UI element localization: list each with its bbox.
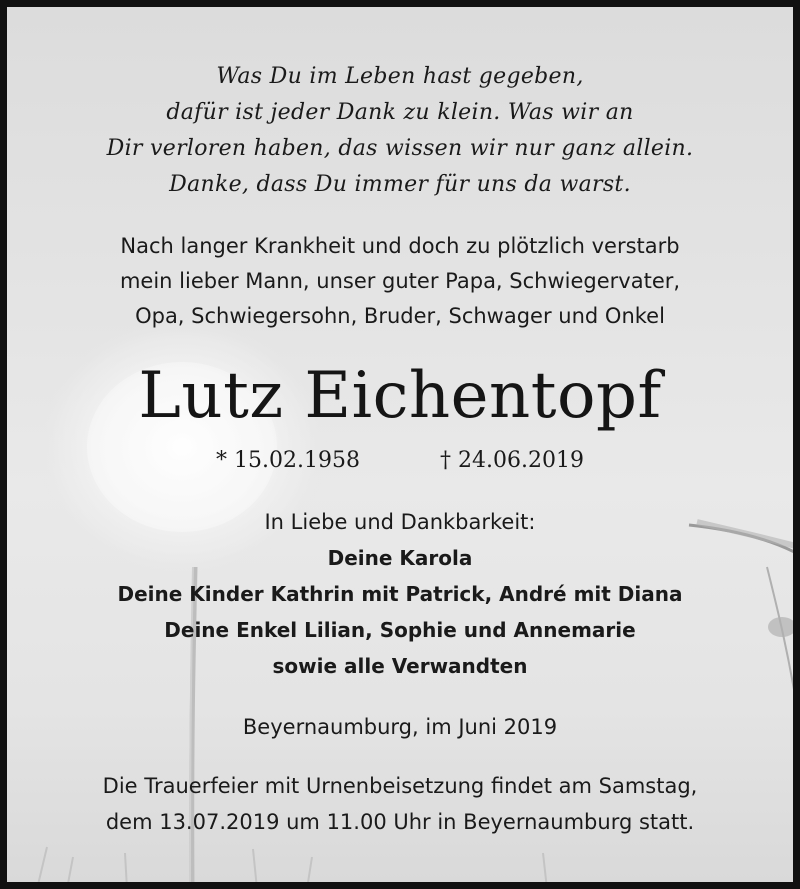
place-and-date: Beyernaumburg, im Juni 2019: [242, 715, 558, 739]
funeral-info: [7, 768, 793, 840]
death-date: † 24.06.2019: [440, 448, 584, 473]
intro-line: Nach langer Krankheit und doch zu plötzlich verstarb: [120, 234, 680, 258]
intro-line: mein lieber Mann, unser guter Papa, Schwiegervater,: [119, 269, 681, 293]
funeral-line: dem 13.07.2019 um 11.00 Uhr in Beyernaumburg statt.: [105, 810, 695, 834]
deceased-name: Lutz Eichentopf: [138, 359, 662, 433]
funeral-line: Die Trauerfeier mit Urnenbeisetzung findet am Samstag,: [102, 774, 698, 798]
life-dates: [7, 446, 793, 476]
mourners: [7, 504, 793, 684]
poem-line: dafür ist jeder Dank zu klein. Was wir an: [166, 100, 634, 125]
mourner-line: Deine Enkel Lilian, Sophie und Annemarie: [164, 618, 636, 642]
notice-content: [7, 7, 793, 840]
intro-text: [7, 229, 793, 334]
birth-date: * 15.02.1958: [216, 448, 360, 473]
mourner-line: sowie alle Verwandten: [272, 654, 528, 678]
mourner-line: Deine Karola: [327, 546, 473, 570]
mourners-heading: In Liebe und Dankbarkeit:: [264, 510, 536, 534]
poem-line: Danke, dass Du immer für uns da warst.: [169, 172, 631, 197]
poem-line: Dir verloren haben, das wissen wir nur ganz allein.: [106, 136, 694, 161]
intro-line: Opa, Schwiegersohn, Bruder, Schwager und Onkel: [135, 304, 665, 328]
poem: [7, 59, 793, 203]
mourner-line: Deine Kinder Kathrin mit Patrick, André mit Diana: [117, 582, 683, 606]
poem-line: Was Du im Leben hast gegeben,: [216, 64, 584, 89]
